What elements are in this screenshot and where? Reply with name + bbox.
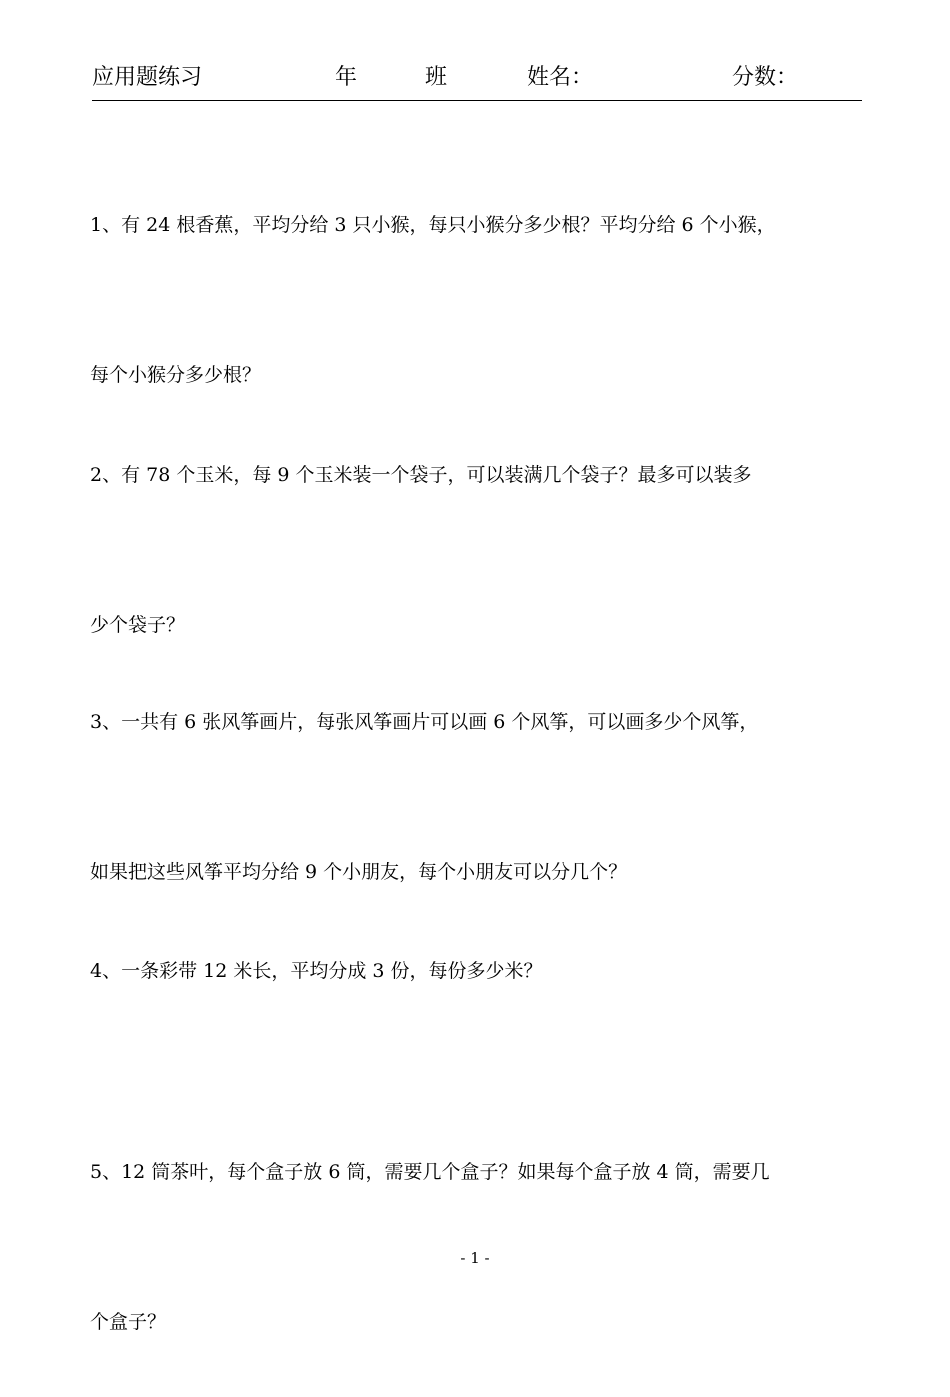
- score-label: 分数：: [732, 65, 799, 90]
- question-3-line-1: 3、一共有 6 张风筝画片，每张风筝画片可以画 6 个风筝，可以画多少个风筝，: [90, 711, 759, 733]
- name-label: 姓名：: [527, 65, 594, 90]
- question-4-line-1: 4、一条彩带 12 米长，平均分成 3 份，每份多少米？: [90, 960, 543, 982]
- question-5-line-2: 个盒子？: [90, 1311, 167, 1333]
- question-2-line-1: 2、有 78 个玉米，每 9 个玉米装一个袋子，可以装满几个袋子？最多可以装多: [90, 464, 752, 486]
- question-3-line-2: 如果把这些风筝平均分给 9 个小朋友，每个小朋友可以分几个？: [90, 861, 628, 883]
- question-4: [90, 846, 865, 1046]
- grade-label: 年: [335, 65, 358, 90]
- question-5-line-1: 5、12 筒茶叶，每个盒子放 6 筒，需要几个盒子？如果每个盒子放 4 筒，需要几: [90, 1161, 770, 1183]
- question-1-line-1: 1、有 24 根香蕉，平均分给 3 只小猴，每只小猴分多少根？平均分给 6 个小猴，: [90, 214, 776, 236]
- worksheet-header: [92, 60, 862, 101]
- question-2-line-2: 少个袋子？: [90, 614, 186, 636]
- question-5: [90, 1047, 865, 1397]
- question-1-line-2: 每个小猴分多少根？: [90, 364, 262, 386]
- class-label: 班: [425, 65, 448, 90]
- page-number: - 1 -: [460, 1249, 490, 1267]
- worksheet-title: 应用题练习: [92, 65, 203, 90]
